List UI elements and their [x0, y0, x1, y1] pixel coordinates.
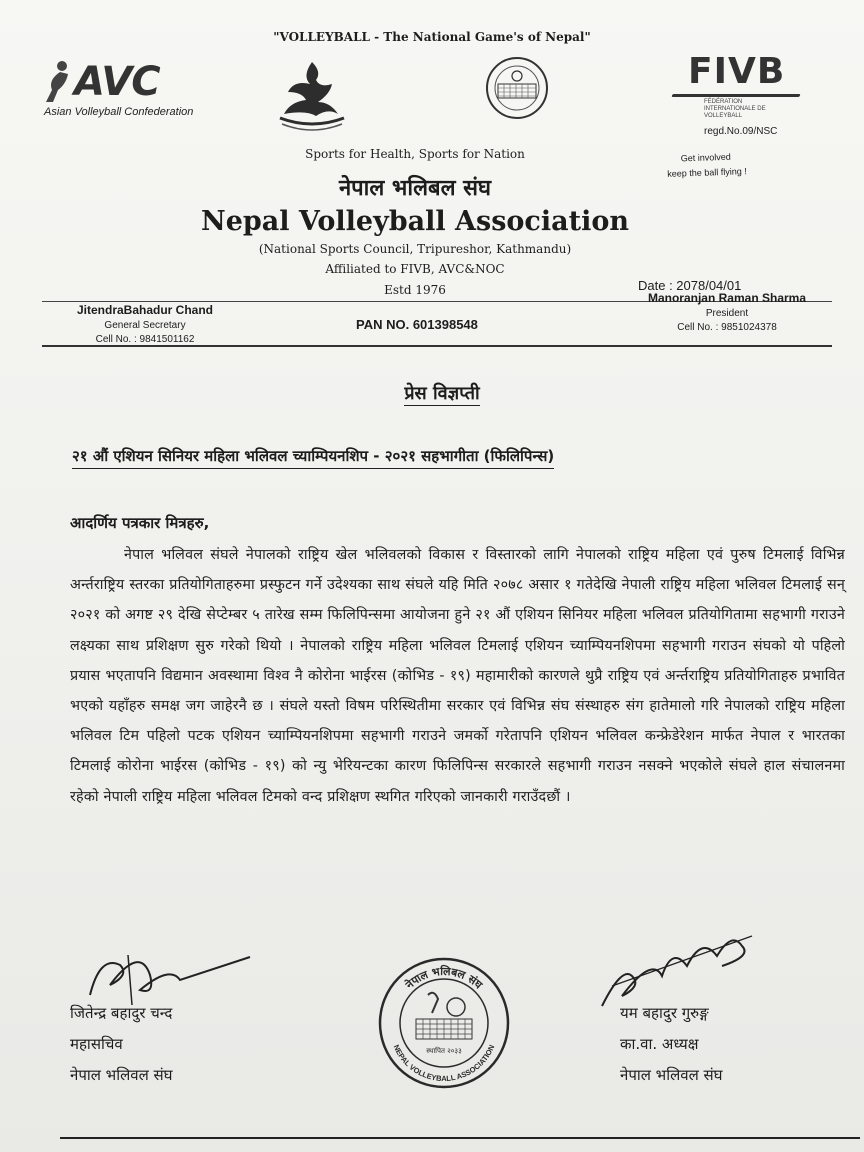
seal-text-top: नेपाल भलिबल संघ [403, 964, 485, 992]
letter-subject: २१ औं एशियन सिनियर महिला भलिवल च्याम्पियनशिप - २०२१ सहभागीता (फिलिपिन्स) [72, 446, 554, 469]
association-seal [376, 955, 512, 1091]
seal-text-bottom: NEPAL VOLLEYBALL ASSOCIATION [391, 1043, 497, 1084]
established-year: Estd 1976 [384, 283, 446, 297]
fivb-swoosh [671, 94, 800, 97]
get-involved-line-1: Get involved [680, 151, 731, 164]
general-secretary-cell: Cell No. : 9841501162 [95, 334, 195, 345]
salutation: आदर्णिय पत्रकार मित्रहरु, [70, 514, 210, 532]
footer-divider [60, 1137, 860, 1139]
tagline: Sports for Health, Sports for Nation [305, 147, 525, 161]
association-name-nepali: नेपाल भलिबल संघ [338, 176, 492, 201]
letter-body: नेपाल भलिवल संघले नेपालको राष्ट्रिय खेल भलिवलको विकास र विस्तारको लागि नेपालको राष्ट्रिय महिला एवं पुरुष टिमलाई विभिन्न अर्न्तराष्ट्रिय स्तरका प्रतियोगिताहरुमा प्रस्फुटन गर्ने उदेश्यका साथ संघले यहि मिति २०७८ असार १ गतेदेखि नेपाली राष्ट्रिय महिला भलिवल टिमलाई सन् २०२१ को अगष्ट २९ देखि सेप्टेम्बर ५ तारेख सम्म फिलिपिन्समा आयोजना हुने २१ औं एशियन सिनियर महिला भलिवल प्रतियोगितामा सहभागी गराउने लक्ष्यका साथ प्रशिक्षण सुरु गरेको थियो । नेपालको राष्ट्रिय महिला भलिवल टिमलाई एशियन च्याम्पियनशिपमा सहभागी गराउन संघको यो पहिलो प्रयास भएतापनि विद्यमान अवस्थामा विश्व नै कोरोना भाईरस (कोभिड - १९) महामारीको कारणले थुप्रै राष्ट्रिय एवं अर्न्तराष्ट्रिय प्रतियोगिताहरु प्रभावित भएको यहाँहरु समक्ष जग जाहेरनै छ । संघले यस्तो विषम परिस्थितीमा सरकार एवं विभिन्न संघ संस्थाहरु संग हातेमालो गरि नेपालको राष्ट्रिय महिला भलिवल टिम पहिलो पटक एशियन च्याम्पियनशिपमा सहभागी गराउने जमर्को गरेतापनि एशियन भलिवल कन्फ्रेडेरेशन मार्फत नेपाल र भारतका टिमलाई कोरोना भाईरस (कोभिड - १९) को न्यु भेरियन्टका कारण फिलिपिन्स सरकारले सहभागी गराउन नसक्ने भएकोले संघले हाल संचालनमा रहेको नेपाली राष्ट्रिय महिला भलिवल टिमको वन्द प्रशिक्षण स्थगित गरिएको जानकारी गराउँदछौं । [70, 547, 845, 805]
seal-year: स्थापित २०३३ [426, 1047, 462, 1055]
press-release-title-text: प्रेस विज्ञप्ती [404, 383, 480, 404]
signatory-right-name: यम बहादुर गुरुङ्ग [620, 1004, 709, 1022]
president-cell: Cell No. : 9851024378 [677, 322, 777, 333]
press-release-title [0, 381, 864, 405]
president-name: Manoranjan Raman Sharma [647, 291, 807, 305]
president-block [632, 291, 822, 333]
fivb-logo-text: FIVB [688, 51, 786, 92]
signatory-right-org: नेपाल भलिवल संघ [620, 1066, 723, 1084]
header-divider-bottom [42, 345, 832, 347]
get-involved-line-2: keep the ball flying ! [667, 166, 747, 179]
signatory-right-role: का.वा. अध्यक्ष [620, 1035, 699, 1053]
affiliation: Affiliated to FIVB, AVC&NOC [325, 262, 505, 276]
volleyball-player-icon [44, 60, 74, 104]
pan-number: PAN NO. 601398548 [356, 317, 478, 332]
general-secretary-name: JitendraBahadur Chand [76, 303, 214, 317]
general-secretary-role: General Secretary [104, 320, 186, 331]
signatory-left-name: जितेन्द्र बहादुर चन्द [70, 1004, 173, 1022]
signatory-left-role: महासचिव [70, 1035, 123, 1053]
fivb-logo [672, 52, 812, 120]
nepal-volleyball-association-logo [484, 54, 550, 128]
avc-name: Asian Volleyball Confederation [44, 106, 194, 118]
general-secretary-block [60, 303, 230, 345]
president-role: President [705, 308, 749, 319]
letter-date: Date : 2078/04/01 [638, 278, 742, 293]
signatory-left-org: नेपाल भलिवल संघ [70, 1066, 173, 1084]
signatory-left [70, 998, 173, 1091]
avc-logo-text: AVC [74, 59, 160, 105]
avc-logo [44, 60, 214, 118]
svg-text:नेपाल भलिबल संघ [402, 964, 486, 992]
association-address: (National Sports Council, Tripureshor, Kathmandu) [258, 242, 572, 256]
slogan: "VOLLEYBALL - The National Game's of Nepal" [273, 30, 591, 44]
national-sports-council-logo [272, 58, 352, 138]
registration-number: regd.No.09/NSC [704, 126, 778, 137]
association-name-english: Nepal Volleyball Association [201, 206, 629, 237]
signatory-right [620, 998, 723, 1091]
fivb-small-text: FÉDÉRATION INTERNATIONALE DE VOLLEYBALL [704, 99, 766, 119]
